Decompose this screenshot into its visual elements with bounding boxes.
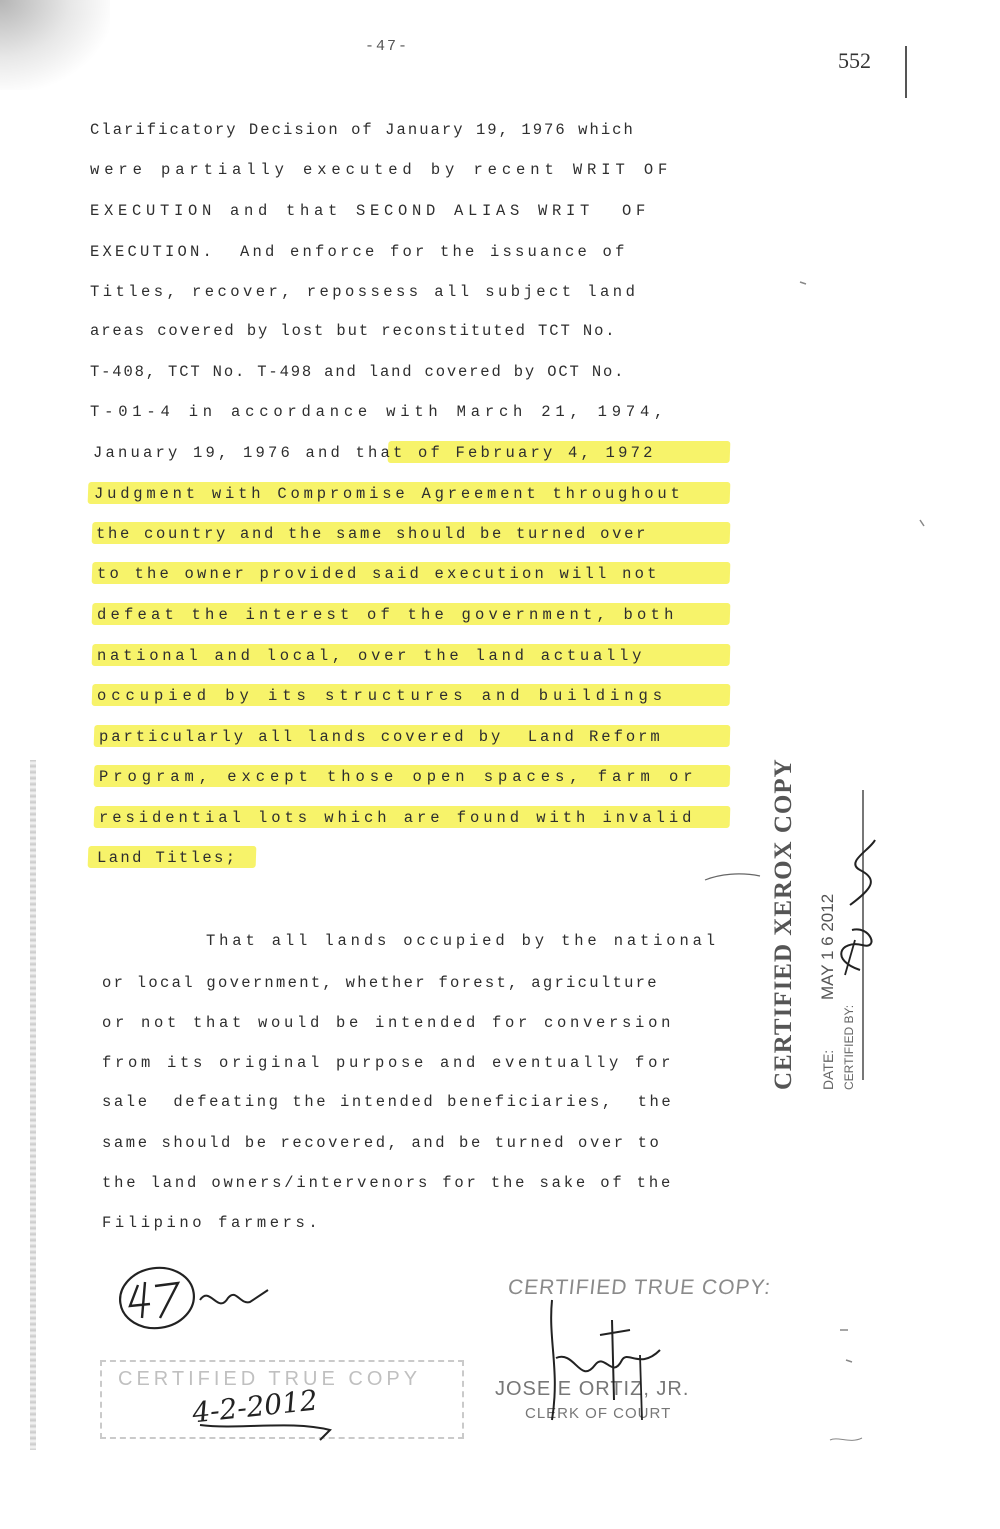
text-line: Clarificatory Decision of January 19, 1976 which <box>90 121 635 139</box>
text-line: defeat the interest of the government, both <box>97 606 678 624</box>
text-line: January 19, 1976 and that of February 4, 1972 <box>93 444 656 462</box>
stamp-date: MAY 1 6 2012 <box>818 893 837 1000</box>
clerk-title: CLERK OF COURT <box>525 1405 672 1422</box>
text-line: residential lots which are found with invalid <box>99 809 696 827</box>
handwritten-date: 4-2-2012 <box>190 1383 320 1430</box>
scan-speck <box>800 282 924 1362</box>
clerk-name: JOSE E ORTIZ, JR. <box>495 1378 690 1400</box>
text-line: Titles, recover, repossess all subject land <box>90 283 639 301</box>
text-line: or not that would be intended for conversion <box>102 1014 675 1032</box>
certified-xerox-stamp: CERTIFIED XEROX COPY <box>770 758 797 1090</box>
text-line: national and local, over the land actually <box>97 647 646 665</box>
text-line: the land owners/intervenors for the sake of the <box>102 1174 674 1192</box>
stamped-page-number: 552 <box>838 48 871 73</box>
stamp-certified-by: CERTIFIED BY: <box>842 1004 856 1090</box>
text-line: from its original purpose and eventually for <box>102 1054 675 1072</box>
date-underline <box>200 1425 330 1440</box>
scan-mark <box>830 1438 862 1440</box>
text-line: EXECUTION and that SECOND ALIAS WRIT OF <box>90 202 651 220</box>
text-line: areas covered by lost but reconstituted TCT No. <box>90 322 617 340</box>
text-line: Land Titles; <box>97 849 238 867</box>
text-line: Program, except those open spaces, farm or <box>99 768 698 786</box>
text-line: or local government, whether forest, agriculture <box>102 974 659 992</box>
stamp-date-label: DATE: <box>820 1049 836 1090</box>
text-line: to the owner provided said execution will not <box>97 565 660 583</box>
stamp-signature <box>841 840 875 975</box>
text-line: EXECUTION. And enforce for the issuance of <box>90 243 628 261</box>
scan-mark <box>705 874 760 880</box>
text-line: That all lands occupied by the national <box>206 932 719 950</box>
faded-stamp-text: CERTIFIED TRUE COPY <box>118 1368 422 1390</box>
text-line: Filipino farmers. <box>102 1214 322 1232</box>
text-line: the country and the same should be turned over <box>96 525 649 543</box>
text-line: occupied by its structures and buildings <box>97 687 668 705</box>
text-line: same should be recovered, and be turned over to <box>102 1134 662 1152</box>
certified-true-copy-stamp: CERTIFIED TRUE COPY: <box>506 1276 773 1299</box>
text-line: T-408, TCT No. T-498 and land covered by OCT No. <box>90 363 626 381</box>
page-number-top: -47- <box>365 38 410 55</box>
text-line: were partially executed by recent WRIT OF <box>90 161 673 179</box>
clerk-signature <box>551 1300 660 1420</box>
text-line: sale defeating the intended beneficiaries, the <box>102 1093 674 1111</box>
text-line: particularly all lands covered by Land Reform <box>99 728 663 746</box>
text-line: Judgment with Compromise Agreement throughout <box>94 485 684 503</box>
handwritten-page-circle <box>116 1263 268 1333</box>
text-line: T-01-4 in accordance with March 21, 1974, <box>90 403 669 421</box>
